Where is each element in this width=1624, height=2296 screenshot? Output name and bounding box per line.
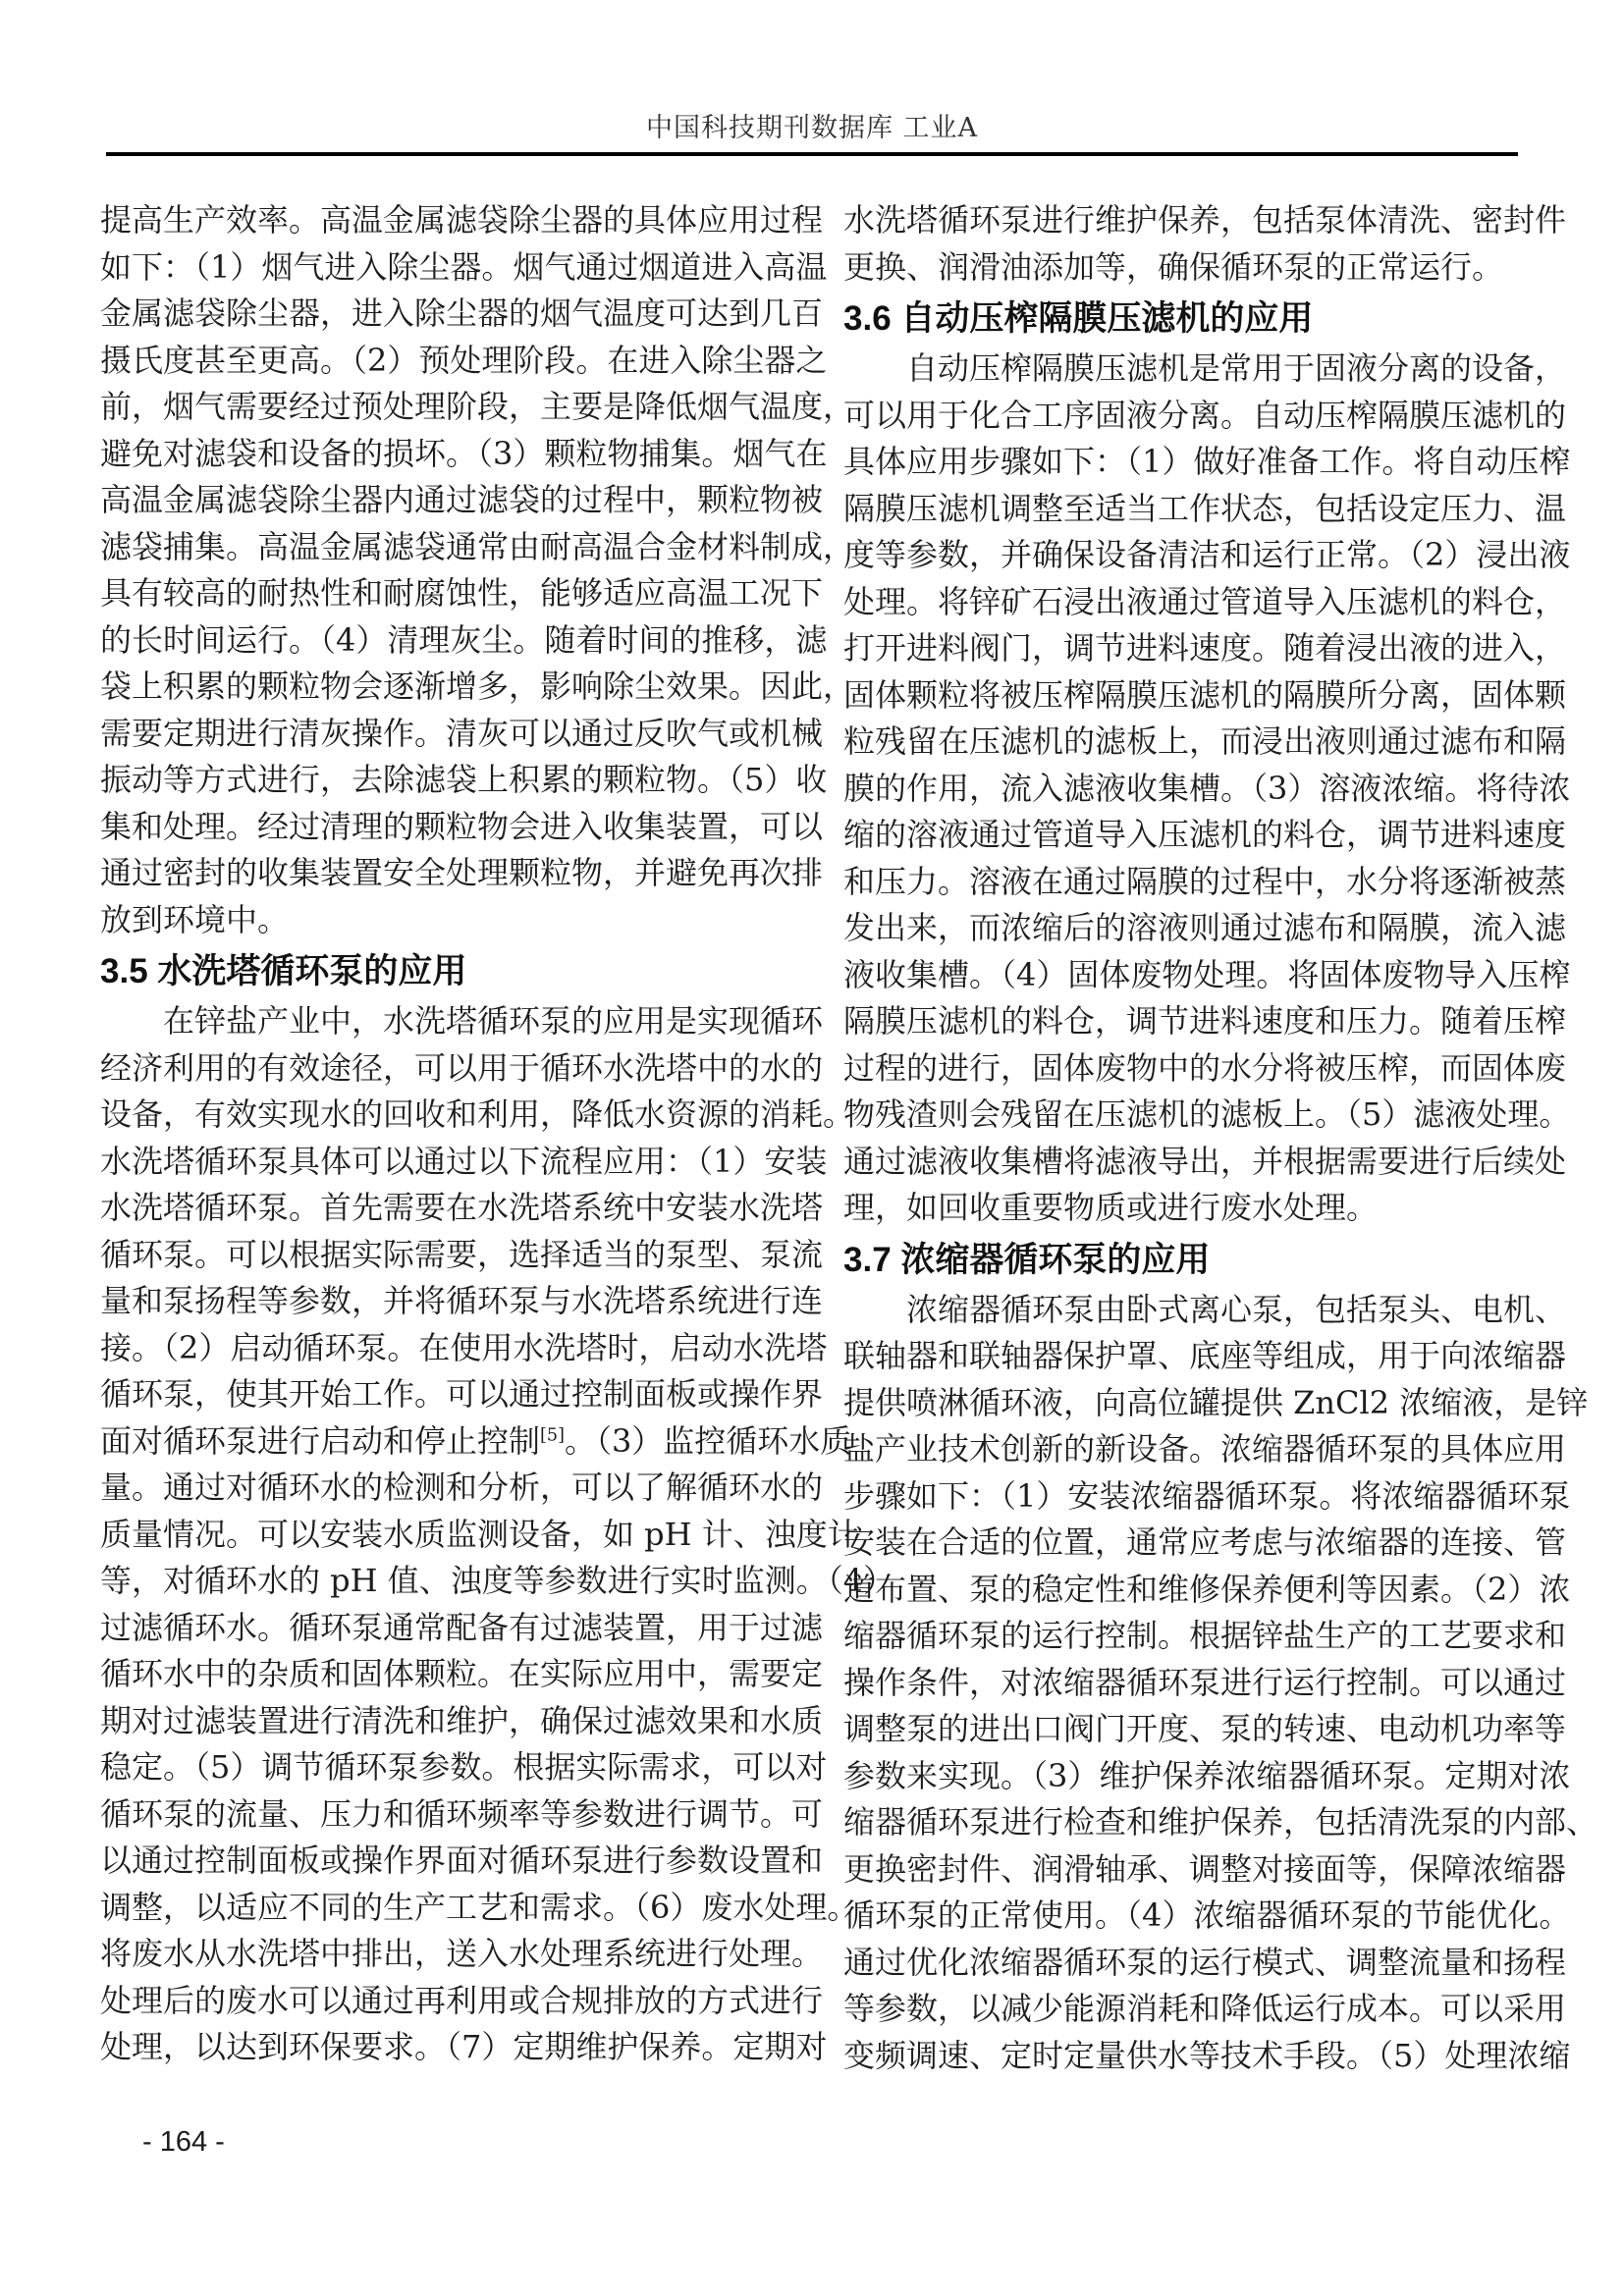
text-line: 振动等方式进行，去除滤袋上积累的颗粒物。（5）收 <box>100 761 828 798</box>
paragraph <box>843 346 1571 1232</box>
text-line: 以通过控制面板或操作界面对循环泵进行参数设置和 <box>100 1842 824 1879</box>
text-line: 的长时间运行。（4）清理灰尘。随着时间的推移，滤 <box>100 620 828 659</box>
text-line: 打开进料阀门，调节进料速度。随着浸出液的进入， <box>843 629 1567 667</box>
text-line: 循环泵的正常使用。（4）浓缩器循环泵的节能优化。 <box>843 1896 1571 1934</box>
text-line: 具有较高的耐热性和耐腐蚀性，能够适应高温工况下 <box>100 574 824 612</box>
text-line: 高温金属滤袋除尘器内通过滤袋的过程中，颗粒物被 <box>100 481 824 518</box>
text-line: 通过滤液收集槽将滤液导出，并根据需要进行后续处 <box>843 1142 1567 1180</box>
text-line: 前，烟气需要经过预处理阶段，主要是降低烟气温度， <box>100 388 855 425</box>
text-line: 水洗塔循环泵。首先需要在水洗塔系统中安装水洗塔 <box>100 1189 824 1226</box>
text-line: 缩器循环泵进行检查和维护保养，包括清洗泵的内部、 <box>843 1803 1598 1841</box>
text-line: 缩的溶液通过管道导入压滤机的料仓，调节进料速度 <box>843 816 1567 853</box>
left-column <box>100 197 895 2079</box>
text-line: 避免对滤袋和设备的损坏。（3）颗粒物捕集。烟气在 <box>100 434 828 472</box>
page-number: - 164 - <box>142 2126 225 2158</box>
text-line: 袋上积累的颗粒物会逐渐增多，影响除尘效果。因此， <box>100 667 855 705</box>
text-line: 隔膜压滤机的料仓，调节进料速度和压力。随着压榨 <box>843 1002 1567 1040</box>
text-line: 循环泵，使其开始工作。可以通过控制面板或操作界 <box>100 1375 824 1413</box>
text-line: 缩器循环泵的运行控制。根据锌盐生产的工艺要求和 <box>843 1617 1567 1654</box>
text-line: 集和处理。经过清理的颗粒物会进入收集装置，可以 <box>100 807 824 845</box>
text-line: 循环水中的杂质和固体颗粒。在实际应用中，需要定 <box>100 1655 824 1692</box>
text-line: 通过密封的收集装置安全处理颗粒物，并避免再次排 <box>100 854 824 891</box>
text-line: 等，对循环水的 pH 值、浊度等参数进行实时监测。（4） <box>100 1562 895 1599</box>
text-line: 理，如回收重要物质或进行废水处理。 <box>843 1189 1379 1226</box>
text-line: 面对循环泵进行启动和停止控制[5]。（3）监控循环水质 <box>100 1421 852 1460</box>
text-line: 度等参数，并确保设备清洁和运行正常。（2）浸出液 <box>843 536 1571 573</box>
text-line: 量。通过对循环水的检测和分析，可以了解循环水的 <box>100 1468 824 1506</box>
text-line: 变频调速、定时定量供水等技术手段。（5）处理浓缩 <box>843 2036 1571 2074</box>
text-line: 需要定期进行清灰操作。清灰可以通过反吹气或机械 <box>100 714 824 752</box>
text-line: 浓缩器循环泵由卧式离心泵，包括泵头、电机、 <box>906 1290 1567 1328</box>
text-line: 调整泵的进出口阀门开度、泵的转速、电动机功率等 <box>843 1710 1567 1747</box>
text-line: 和压力。溶液在通过隔膜的过程中，水分将逐渐被蒸 <box>843 862 1567 900</box>
text-line: 如下：（1）烟气进入除尘器。烟气通过烟道进入高温 <box>100 247 828 286</box>
text-line: 更换密封件、润滑轴承、调整对接面等，保障浓缩器 <box>843 1849 1567 1888</box>
text-line: 摄氏度甚至更高。（2）预处理阶段。在进入除尘器之 <box>100 341 828 379</box>
text-line: 滤袋捕集。高温金属滤袋通常由耐高温合金材料制成， <box>100 527 855 565</box>
text-line: 循环泵。可以根据实际需要，选择适当的泵型、泵流 <box>100 1235 824 1273</box>
text-line: 盐产业技术创新的新设备。浓缩器循环泵的具体应用 <box>843 1430 1567 1468</box>
text-line: 在锌盐产业中，水洗塔循环泵的应用是实现循环 <box>163 1002 824 1040</box>
two-column-body <box>100 197 1598 2079</box>
text-line: 设备，有效实现水的回收和利用，降低水资源的消耗。 <box>100 1095 855 1133</box>
text-line: 物残渣则会残留在压滤机的滤板上。（5）滤液处理。 <box>843 1095 1571 1133</box>
text-line: 处理。将锌矿石浸出液通过管道导入压滤机的料仓， <box>843 582 1567 620</box>
text-line: 膜的作用，流入滤液收集槽。（3）溶液浓缩。将待浓 <box>843 769 1571 807</box>
text-line: 粒残留在压滤机的滤板上，而浸出液则通过滤布和隔 <box>843 722 1567 760</box>
text-line: 等参数，以减少能源消耗和降低运行成本。可以采用 <box>843 1990 1567 2027</box>
header-rule <box>106 152 1518 156</box>
text-line: 期对过滤装置进行清洗和维护，确保过滤效果和水质 <box>100 1701 824 1739</box>
text-line: 循环泵的流量、压力和循环频率等参数进行调节。可 <box>100 1794 824 1833</box>
paragraph <box>843 197 1567 291</box>
text-line: 参数来实现。（3）维护保养浓缩器循环泵。定期对浓 <box>843 1756 1571 1794</box>
text-line: 固体颗粒将被压榨隔膜压滤机的隔膜所分离，固体颗 <box>843 675 1567 714</box>
text-line: 联轴器和联轴器保护罩、底座等组成，用于向浓缩器 <box>843 1337 1567 1374</box>
text-line: 将废水从水洗塔中排出，送入水处理系统进行处理。 <box>100 1935 824 1972</box>
journal-header: 中国科技期刊数据库 工业A <box>645 113 979 143</box>
text-line: 量和泵扬程等参数，并将循环泵与水洗塔系统进行连 <box>100 1282 824 1319</box>
paragraph <box>843 1287 1598 2080</box>
text-line: 通过优化浓缩器循环泵的运行模式、调整流量和扬程 <box>843 1943 1567 1981</box>
text-line: 提高生产效率。高温金属滤袋除尘器的具体应用过程 <box>100 201 824 239</box>
text-line: 更换、润滑油添加等，确保循环泵的正常运行。 <box>843 247 1504 286</box>
text-line: 经济利用的有效途径，可以用于循环水洗塔中的水的 <box>100 1048 824 1087</box>
text-line: 质量情况。可以安装水质监测设备，如 pH 计、浊度计 <box>100 1515 859 1553</box>
text-line: 稳定。（5）调节循环泵参数。根据实际需求，可以对 <box>100 1748 828 1786</box>
text-line: 过程的进行，固体废物中的水分将被压榨，而固体废 <box>843 1048 1567 1087</box>
text-line: 道布置、泵的稳定性和维修保养便利等因素。（2）浓 <box>843 1570 1571 1608</box>
section-heading: 3.7 浓缩器循环泵的应用 <box>843 1240 1211 1279</box>
text-line: 处理后的废水可以通过再利用或合规排放的方式进行 <box>100 1981 824 2019</box>
text-line: 放到环境中。 <box>100 900 290 938</box>
text-line: 操作条件，对浓缩器循环泵进行运行控制。可以通过 <box>843 1663 1567 1701</box>
text-line: 步骤如下：（1）安装浓缩器循环泵。将浓缩器循环泵 <box>843 1476 1571 1515</box>
text-line: 自动压榨隔膜压滤机是常用于固液分离的设备， <box>906 349 1567 387</box>
right-column <box>843 197 1598 2079</box>
text-line: 调整，以适应不同的生产工艺和需求。（6）废水处理。 <box>100 1888 859 1926</box>
text-line: 金属滤袋除尘器，进入除尘器的烟气温度可达到几百 <box>100 294 824 332</box>
text-line: 可以用于化合工序固液分离。自动压榨隔膜压滤机的 <box>843 396 1567 434</box>
text-line: 具体应用步骤如下：（1）做好准备工作。将自动压榨 <box>843 443 1571 480</box>
text-line: 过滤循环水。循环泵通常配备有过滤装置，用于过滤 <box>100 1608 824 1646</box>
section-heading: 3.6 自动压榨隔膜压滤机的应用 <box>843 299 1314 338</box>
text-line: 接。（2）启动循环泵。在使用水洗塔时，启动水洗塔 <box>100 1328 828 1366</box>
text-line: 安装在合适的位置，通常应考虑与浓缩器的连接、管 <box>843 1523 1567 1561</box>
text-line: 液收集槽。（4）固体废物处理。将固体废物导入压榨 <box>843 955 1571 993</box>
text-line: 隔膜压滤机调整至适当工作状态，包括设定压力、温 <box>843 489 1567 527</box>
section-heading: 3.5 水洗塔循环泵的应用 <box>100 952 467 990</box>
paragraph <box>100 197 855 943</box>
text-line: 水洗塔循环泵进行维护保养，包括泵体清洗、密封件 <box>843 201 1567 239</box>
text-line: 处理，以达到环保要求。（7）定期维护保养。定期对 <box>100 2028 828 2065</box>
text-line: 发出来，而浓缩后的溶液则通过滤布和隔膜，流入滤 <box>843 909 1567 946</box>
paragraph <box>100 998 895 2071</box>
text-line: 提供喷淋循环液，向高位罐提供 ZnCl2 浓缩液，是锌 <box>843 1383 1589 1421</box>
text-line: 水洗塔循环泵具体可以通过以下流程应用：（1）安装 <box>100 1142 828 1180</box>
